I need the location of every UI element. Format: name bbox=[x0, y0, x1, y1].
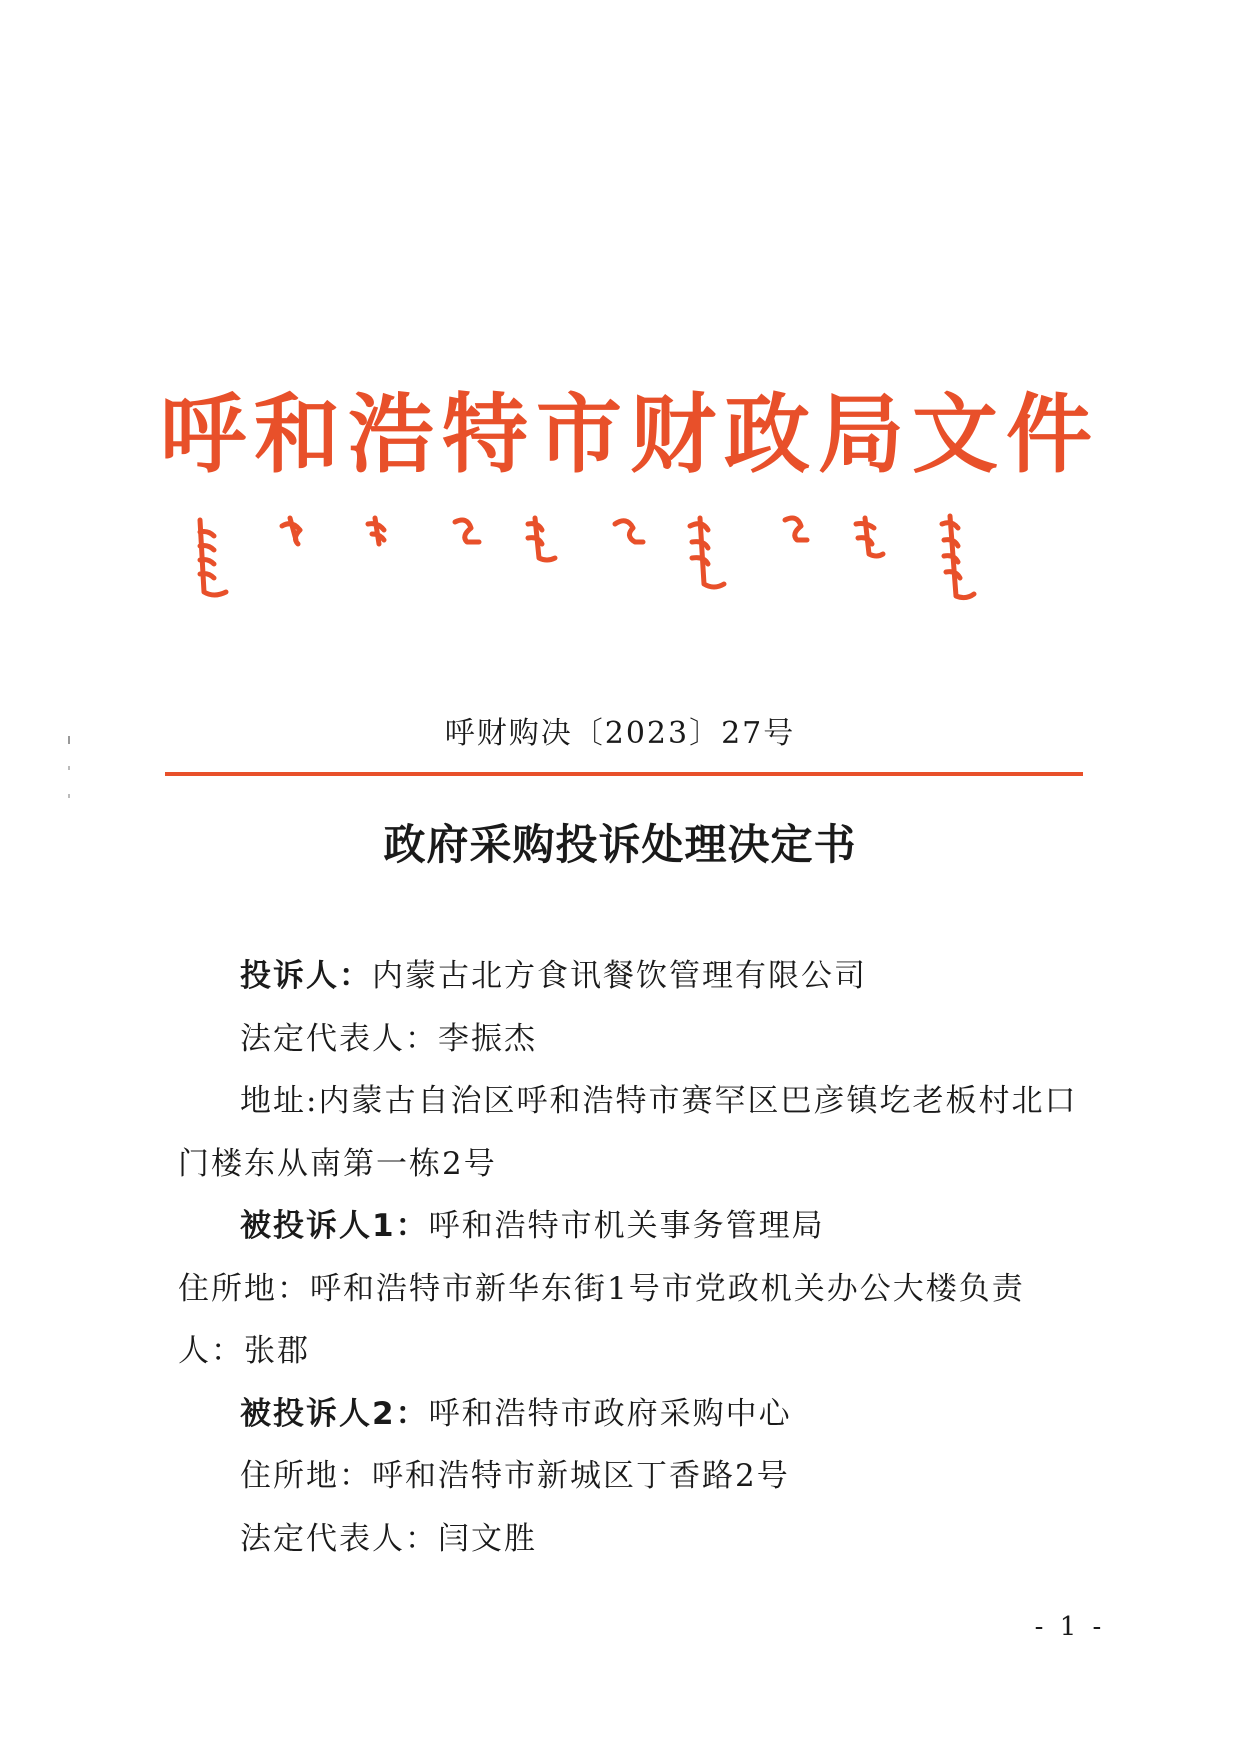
document-title: 政府采购投诉处理决定书 bbox=[383, 820, 857, 869]
legal-rep-1-value: 李振杰 bbox=[438, 1020, 537, 1057]
legal-rep-2-label: 法定代表人： bbox=[240, 1520, 438, 1557]
legal-rep-1-line bbox=[178, 1008, 1083, 1071]
issuing-authority-title: 呼和浩特市财政局文件 bbox=[160, 385, 1100, 485]
address-1-label: 地址: bbox=[240, 1083, 319, 1119]
residence-1-label: 住所地： bbox=[178, 1270, 310, 1307]
page-number: - 1 - bbox=[1034, 1612, 1106, 1642]
residence-1-value: 呼和浩特市新华东街1号市党政机关办公大楼负责人：张郡 bbox=[178, 1270, 1025, 1369]
legal-rep-1-label: 法定代表人： bbox=[240, 1020, 438, 1057]
complainant-label: 投诉人： bbox=[240, 958, 372, 994]
complainant-value: 内蒙古北方食讯餐饮管理有限公司 bbox=[372, 958, 867, 994]
legal-rep-2-line bbox=[178, 1508, 1083, 1571]
complainant-line bbox=[178, 945, 1083, 1008]
address-1-value: 内蒙古自治区呼和浩特市赛罕区巴彦镇圪老板村北口门楼东从南第一栋2号 bbox=[178, 1083, 1078, 1182]
respondent-2-line bbox=[178, 1383, 1083, 1446]
residence-2-value: 呼和浩特市新城区丁香路2号 bbox=[372, 1458, 790, 1494]
parties-section bbox=[178, 945, 1083, 1570]
document-number: 呼财购决〔2023〕27号 bbox=[444, 716, 796, 751]
respondent-2-value: 呼和浩特市政府采购中心 bbox=[428, 1395, 792, 1432]
respondent-2-label: 被投诉人2： bbox=[240, 1395, 429, 1432]
respondent-1-value: 呼和浩特市机关事务管理局 bbox=[428, 1208, 825, 1244]
mongolian-script-title-icon bbox=[190, 512, 1050, 602]
residence-1-line bbox=[178, 1258, 1083, 1383]
address-1-line bbox=[178, 1070, 1083, 1195]
residence-2-label: 住所地： bbox=[240, 1458, 372, 1494]
respondent-1-line bbox=[178, 1195, 1083, 1258]
legal-rep-2-value: 闫文胜 bbox=[438, 1520, 537, 1557]
red-divider-line bbox=[165, 772, 1083, 776]
residence-2-line bbox=[178, 1445, 1083, 1508]
scan-artifact bbox=[64, 736, 74, 806]
respondent-1-label: 被投诉人1： bbox=[240, 1208, 429, 1244]
